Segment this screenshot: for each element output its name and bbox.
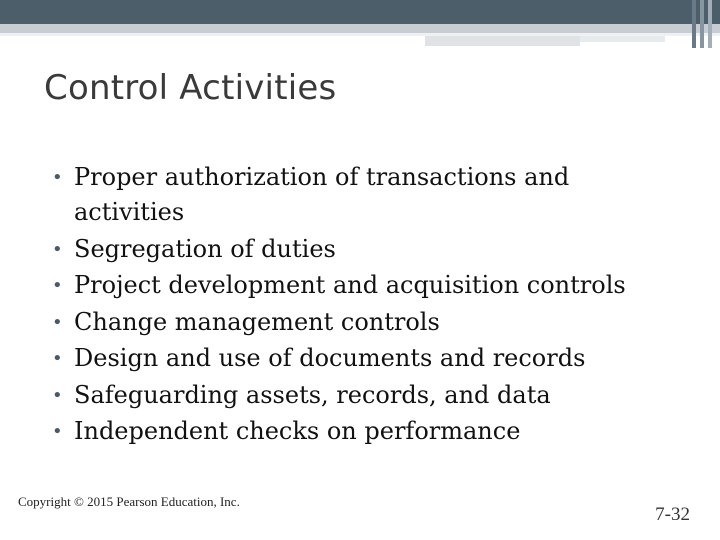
list-item-text: Independent checks on performance [74,417,521,445]
list-item-text: Proper authorization of transactions and activities [74,163,570,226]
copyright-footer: Copyright © 2015 Pearson Education, Inc. [18,494,240,509]
corner-stripe [708,0,712,48]
list-item [52,232,672,267]
list-item-text: Project development and acquisition controls [74,271,626,299]
corner-stripe [700,0,704,48]
page-number: 7-32 [655,504,690,525]
bullet-icon: • [52,384,63,406]
bullet-icon: • [52,167,63,188]
list-item [52,268,672,303]
bullet-icon: • [52,275,63,296]
list-item-text: Safeguarding assets, records, and data [74,380,551,409]
list-item-text: Segregation of duties [74,234,336,263]
bullet-icon: • [52,238,63,260]
list-item [52,160,672,230]
bullet-list [52,160,672,451]
header-band [0,0,720,24]
bullet-icon: • [52,311,63,333]
list-item-text: Change management controls [74,307,440,336]
bullet-icon: • [52,348,63,369]
accent-bar-secondary [580,36,665,42]
list-item [52,341,672,376]
accent-bar [425,36,580,46]
list-item [52,378,672,413]
list-item-text: Design and use of documents and records [74,344,586,372]
corner-stripe [692,0,696,48]
list-item [52,305,672,340]
bullet-icon: • [52,421,63,442]
list-item [52,414,672,449]
slide-title: Control Activities [44,68,337,108]
